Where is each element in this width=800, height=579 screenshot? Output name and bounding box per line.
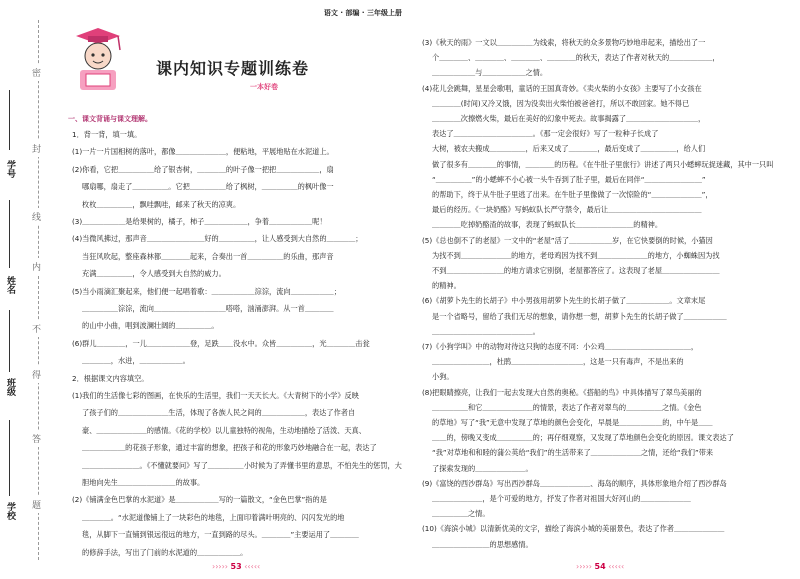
question-line: ＿＿＿＿＿＿＿＿＿＿＿＿＿＿。 <box>432 326 540 336</box>
question-line: (6)《胡萝卜先生的长胡子》中小男孩用胡萝卜先生的长胡子做了＿＿＿＿＿＿。文章末尾 <box>422 296 706 306</box>
question-line: 1．背一背，填一填。 <box>72 130 142 139</box>
question-line: ＿＿＿＿＿＿＿＿。《不懂就要问》写了＿＿＿＿＿小时候为了弄懂书里的意思，不怕先生的惩罚，大 <box>82 460 402 470</box>
question-line: (5)《总也倒不了的老屋》一文中的“老屋”活了＿＿＿＿＿＿岁，在它快要倒的时候，小猫因 <box>422 235 713 245</box>
worksheet-subtitle: 一本好卷 <box>250 83 278 91</box>
name-line <box>9 200 10 268</box>
question-line: (2)你看，它把＿＿＿＿＿给了银杏树，＿＿＿＿的叶子像一把把＿＿＿＿＿＿，扇 <box>72 164 334 174</box>
margin-char: 答 <box>32 430 41 447</box>
question-line: (6)群儿＿＿＿＿，一儿＿＿＿＿＿＿登，足跌＿＿没水中。众皆＿＿＿＿＿，光＿＿＿＿击瓮 <box>72 338 370 348</box>
question-line: 的山中小曲，唱到波澜壮阔的＿＿＿＿＿。 <box>82 321 219 331</box>
question-line: 2．根据课文内容填空。 <box>72 373 149 383</box>
margin-char: 封 <box>32 140 41 157</box>
question-line: “我”对草地和和睦的蒲公英给“我们”的生活带来了＿＿＿＿＿＿＿之情，还给“我们”带来 <box>432 448 714 458</box>
question-line: ＿＿＿＿＿之情。 <box>432 509 490 519</box>
question-line: 胆地向先生＿＿＿＿＿＿＿＿的故事。 <box>82 478 205 487</box>
question-line: (3)＿＿＿＿＿＿是给果树的，橘子，柿子＿＿＿＿＿＿，争着＿＿＿＿＿＿呢！ <box>72 217 327 226</box>
student-avatar-icon <box>70 24 126 94</box>
question-line: ＿＿＿＿＿＿＿，是个可爱的地方，抒发了作者对祖国大好河山的＿＿＿＿＿＿＿ <box>432 494 691 503</box>
worksheet-title: 课内知识专题训练卷 <box>156 59 310 78</box>
question-line: 充满＿＿＿＿＿，令人感受到大自然的威力。 <box>82 269 226 279</box>
question-line: ＿＿＿＿＿＿的花孩子形象，通过丰富的想象，把孩子和花的形象巧妙地融合在一起，表达了 <box>82 443 377 453</box>
series-label: 语文 · 部编 · 三年级上册 <box>323 9 402 17</box>
question-line: 豪、＿＿＿＿＿＿＿的感情。《花的学校》以儿童独特的视角，生动地描绘了活泼、天真、 <box>82 425 366 435</box>
school-label: 学校 <box>5 502 15 520</box>
question-line: (8)把眼睛擦亮，让我们一起去发现大自然的奥秘。《搭船的鸟》中具体描写了翠鸟美丽的 <box>422 387 702 397</box>
left-page <box>62 0 408 579</box>
question-line: (4)当微风拂过，那声音＿＿＿＿＿＿＿＿好的＿＿＿＿＿，让人感受到大自然的＿＿＿＿； <box>72 234 363 244</box>
question-line: 小狗。 <box>432 372 454 382</box>
question-line: 的草地》写了“我”无意中发现了草地的颜色会变化，早晨是＿＿＿＿＿＿的，中午是＿＿ <box>432 418 713 427</box>
question-line: 毯，从脚下一直铺到银远很远的地方，一直到路的尽头。＿＿＿＿”主要运用了＿＿＿＿ <box>82 530 359 540</box>
question-line: (3)《秋天的雨》一文以＿＿＿＿＿为线索，将秋天的众多景物巧妙地串起来，描绘出了一 <box>422 38 706 47</box>
margin-char: 密 <box>32 64 41 81</box>
question-line: 了孩子们的＿＿＿＿＿＿＿生活，体现了各族人民之间的＿＿＿＿＿＿，表达了作者自 <box>82 408 356 418</box>
question-line: 大树，被农夫搬成＿＿＿＿＿，后来又成了＿＿＿＿，最后变成了＿＿＿＿＿，给人们 <box>432 144 706 154</box>
question-line: (1)我们的生活像七彩的图画，在快乐的生活里，我们一天天长大。《大青树下的小学》反映 <box>72 391 359 400</box>
margin-char: 题 <box>32 496 41 513</box>
question-line: ＿＿＿＿。“水泥道像铺上了一块彩色的地毯，上面印着满叶明亮的、闪闪发光的地 <box>82 512 345 522</box>
question-line: ＿＿＿＿吃掉奶酪渣的故事，表现了蚂蚁队长＿＿＿＿＿＿＿＿的精神。 <box>432 220 663 230</box>
question-line: 做了很多有＿＿＿＿的事情，＿＿＿＿的历程。《在牛肚子里旅行》讲述了两只小蟋蟀玩捉迷藏，其中一只叫 <box>432 159 774 169</box>
question-line: 不到＿＿＿＿＿＿＿＿的地方请求它别倒，老屋都答应了。这表现了老屋＿＿＿＿＿＿＿＿ <box>432 266 720 275</box>
name-label: 姓名 <box>5 276 15 294</box>
class-line <box>9 310 10 372</box>
margin-char: 得 <box>32 366 41 383</box>
question-line: ＿＿＿＿＿和它＿＿＿＿＿＿＿的情景，表达了作者对翠鸟的＿＿＿＿＿之情。《金色 <box>432 402 702 412</box>
question-line: 了探索发现的＿＿＿＿＿＿＿。 <box>432 463 533 473</box>
question-line: “＿＿＿＿＿”的小蟋蟀不小心被一头牛吞到了肚子里，最后在同伴“＿＿＿＿＿＿＿＿” <box>432 174 706 184</box>
page-number: ››››› 53 ‹‹‹‹‹ <box>212 562 261 571</box>
question-line: (4)花儿会跳舞，星星会歌唱，童话的王国真奇妙。《卖火柴的小女孩》主要写了小女孩在 <box>422 83 702 93</box>
question-line: ＿＿＿＿＿淙淙，流向＿＿＿＿＿＿＿＿＿＿嗒嗒，汹涌澎湃。从一首＿＿＿＿ <box>82 304 334 313</box>
question-line: 枚枚＿＿＿＿＿，飘哇飘哇，邮来了秋天的凉爽。 <box>82 199 241 209</box>
student-id-line <box>9 90 10 150</box>
question-line: 最后的经历。《一块奶酪》写蚂蚁队长严守禁令，最后让＿＿＿＿＿＿＿＿＿＿＿＿＿ <box>432 205 702 215</box>
margin-char: 线 <box>32 208 41 225</box>
margin-char: 内 <box>32 258 41 275</box>
question-line: (10)《海滨小城》以清新优美的文字，描绘了海滨小城的美丽景色，表达了作者＿＿＿＿＿＿＿ <box>422 524 725 534</box>
question-line: 个＿＿＿＿、＿＿＿＿、＿＿＿＿、＿＿＿＿的秋天，表达了作者对秋天的＿＿＿＿＿＿， <box>432 53 720 63</box>
question-line: 哪扇哪，扇走了＿＿＿＿＿。它把＿＿＿＿＿给了枫树，＿＿＿＿＿的枫叶像一 <box>82 182 334 192</box>
question-line: 的帮助下，终于从牛肚子里逃了出来。在牛肚子里像做了一次惊险的“＿＿＿＿＿＿＿”， <box>432 190 713 199</box>
question-line: 表达了＿＿＿＿＿＿＿＿＿＿＿。《那一定会很好》写了一粒种子长成了 <box>432 129 659 139</box>
class-label: 班级 <box>5 378 15 396</box>
question-line: ＿＿＿＿，水迸，＿＿＿＿＿＿。 <box>82 356 190 366</box>
binding-margin <box>0 0 62 579</box>
question-line: 为找不到＿＿＿＿＿＿＿的地方，老母鸡因为找不到＿＿＿＿＿＿＿的地方，小蜘蛛因为找 <box>432 250 720 260</box>
question-line: 的修辞手法，写出了门前的水泥道的＿＿＿＿＿＿。 <box>82 547 248 557</box>
question-line: ＿＿＿＿次擦燃火柴，最后在美好的幻象中死去。故事揭露了＿＿＿＿＿＿＿＿＿＿， <box>432 114 706 123</box>
question-line: 的精神。 <box>432 281 461 291</box>
page-number: ››››› 54 ‹‹‹‹‹ <box>576 562 625 571</box>
question-line: ＿＿＿＿＿＿＿＿，杜鹃＿＿＿＿＿＿＿＿＿＿，这是一只有毒声，不是出来的 <box>432 357 684 367</box>
question-line: ＿＿＿＿＿＿与＿＿＿＿＿＿之情。 <box>432 68 548 78</box>
question-line: 当狂风吹起，整座森林都＿＿＿＿起来，合奏出一首＿＿＿＿＿的乐曲，那声音 <box>82 251 334 261</box>
question-line: (9)《富饶的西沙群岛》写出西沙群岛＿＿＿＿＿＿＿、海岛的顺序，具体形象地介绍了西沙群岛 <box>422 478 727 488</box>
section-heading: 一、课文背诵与课文理解。 <box>68 115 152 123</box>
question-line: (7)《小狗学叫》中的动物对待这只狗的态度不同：小公鸡＿＿＿＿＿＿＿＿＿＿＿＿， <box>422 342 699 351</box>
dashed-cut-line <box>38 20 39 560</box>
question-line: (5)当小雨滴汇聚起来，他们便一起唱着歌：＿＿＿＿＿＿淙淙，流向＿＿＿＿＿＿； <box>72 286 341 296</box>
question-line: ＿＿＿＿(时间)又冷又饿，因为没卖出火柴怕被爸爸打，所以不敢回家。她不得已 <box>432 98 690 108</box>
question-line: 是一个省略号，留给了我们无尽的想象，请你想一想，胡萝卜先生的长胡子做了＿＿＿＿＿＿ <box>432 311 727 321</box>
school-line <box>9 420 10 496</box>
right-page <box>416 0 794 579</box>
question-line: ＿＿＿＿＿＿＿＿的思想感情。 <box>432 539 533 549</box>
question-line: (1)一片一片国相树的落叶，都像＿＿＿＿＿＿＿，便粘地，平展地贴在水泥道上。 <box>72 147 334 157</box>
question-line: ＿＿的，傍晚又变成＿＿＿＿＿的；再仔细观察，又发现了草地颜色会变化的原因。课文表达了 <box>432 433 734 443</box>
margin-char: 不 <box>32 320 41 337</box>
question-line: (2)《铺满金色巴掌的水泥道》是＿＿＿＿＿＿写的一篇散文，“金色巴掌”指的是 <box>72 495 327 505</box>
student-id-label: 学号 <box>5 160 15 178</box>
